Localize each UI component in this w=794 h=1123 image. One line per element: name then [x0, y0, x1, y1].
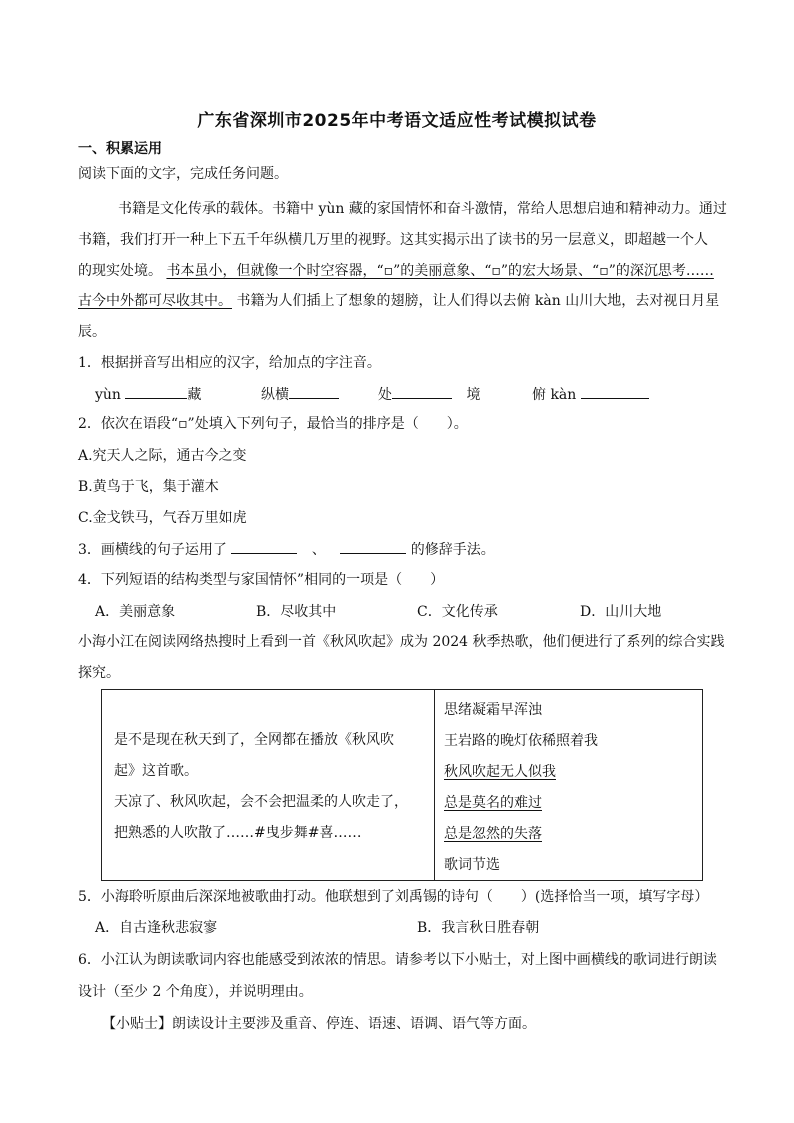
- option-a: A．美丽意象: [95, 604, 176, 620]
- answer-blank[interactable]: [231, 539, 297, 554]
- option-c: C．文化传承: [417, 604, 498, 620]
- question-1: 1．根据拼音写出相应的汉字，给加点的字注音。: [78, 355, 381, 371]
- lyric-line-underlined: 总是忽然的失落: [444, 826, 542, 842]
- pinyin-label: yùn: [95, 387, 121, 403]
- separator: 、: [311, 542, 326, 558]
- question-2: 2．依次在语段“▫”处填入下列句子，最恰当的排序是（ ）。: [78, 416, 468, 432]
- table-right-cell: [444, 695, 694, 881]
- instruction-text: 阅读下面的文字，完成任务问题。: [78, 166, 288, 182]
- comment-line: 把熟悉的人吹散了……#曳步舞#喜……: [114, 825, 362, 841]
- char-label: 境: [466, 387, 481, 403]
- passage-line-4: [78, 291, 719, 311]
- context-line-2: 探究。: [78, 665, 120, 681]
- answer-blank[interactable]: [289, 384, 339, 399]
- passage-line-2: 书籍，我们打开一种上下五千年纵横几万里的视野。这其实揭示出了读书的另一层意义，即超越一个人: [78, 232, 708, 248]
- comment-line: 天凉了、秋风吹起，会不会把温柔的人吹走了，: [114, 794, 408, 810]
- char-label: 藏: [187, 387, 202, 403]
- answer-blank[interactable]: [340, 539, 406, 554]
- option-b: B．尽收其中: [256, 604, 337, 620]
- table-left-cell: [114, 725, 426, 849]
- option-d: D．山川大地: [580, 604, 662, 620]
- comment-line: 是不是现在秋天到了，全网都在播放《秋风吹: [114, 732, 394, 748]
- passage-text: 的现实处境。: [78, 263, 162, 279]
- underlined-sentence-end: 古今中外都可尽收其中。: [78, 293, 232, 309]
- tip-text: 【小贴士】朗读设计主要涉及重音、停连、语速、语调、语气等方面。: [102, 1016, 536, 1032]
- question-text: 3．画横线的句子运用了: [78, 542, 227, 558]
- question-3: [78, 539, 495, 560]
- option-b: B．我言秋日胜春朝: [417, 920, 540, 936]
- question-5: 5．小海聆听原曲后深深地被歌曲打动。他联想到了刘禹锡的诗句（ ）(选择恰当一项，填写字母）: [78, 889, 709, 905]
- context-line-1: 小海小江在阅读网络热搜时上看到一首《秋风吹起》成为 2024 秋季热歌，他们便进行了系列的综合实践: [78, 634, 725, 650]
- pinyin-label: 俯 kàn: [532, 387, 577, 403]
- underlined-sentence: 书本虽小，但就像一个时空容器，“▫”的美丽意象、“▫”的宏大场景、“▫”的深沉思考……: [166, 263, 714, 279]
- lyric-source-label: 歌词节选: [444, 857, 500, 873]
- table-divider: [434, 690, 435, 880]
- passage-text: 书籍为人们插上了想象的翅膀，让人们得以去俯 kàn 山川大地，去对视日月星: [236, 293, 720, 309]
- passage-line-5: 辰。: [78, 324, 106, 340]
- lyric-line-underlined: 秋风吹起无人似我: [444, 764, 556, 780]
- option-a: A.究天人之际，通古今之变: [78, 448, 247, 464]
- comment-line: 起》这首歌。: [114, 763, 198, 779]
- passage-line-3: [78, 261, 714, 281]
- answer-blank[interactable]: [581, 384, 649, 399]
- passage-line-1: 书籍是文化传承的载体。书籍中 yùn 藏的家国情怀和奋斗激情，常给人思想启迪和精神动力。通过: [118, 201, 727, 217]
- question-text: 的修辞手法。: [410, 542, 495, 558]
- answer-blank[interactable]: [392, 384, 452, 399]
- lyric-line-underlined: 总是莫名的难过: [444, 795, 542, 811]
- section-heading: 一、积累运用: [78, 141, 162, 157]
- char-label: 处: [378, 387, 392, 403]
- option-a: A．自古逢秋悲寂寥: [95, 920, 218, 936]
- lyric-line: 王岩路的晚灯依稀照着我: [444, 733, 598, 749]
- char-label: 纵横: [261, 387, 289, 403]
- exam-title: 广东省深圳市2025年中考语文适应性考试模拟试卷: [197, 111, 597, 131]
- question-4: 4．下列短语的结构类型与家国情怀”相同的一项是（ ）: [78, 572, 445, 588]
- question-6-line-2: 设计（至少 2 个角度），并说明理由。: [78, 984, 313, 1000]
- question-6-line-1: 6．小江认为朗读歌词内容也能感受到浓浓的情思。请参考以下小贴士，对上图中画横线的歌词进行朗读: [78, 952, 717, 968]
- option-b: B.黄鸟于飞，集于灌木: [78, 479, 219, 495]
- song-table: [101, 689, 703, 881]
- lyric-line: 思绪凝霜早浑浊: [444, 702, 542, 718]
- option-c: C.金戈铁马，气吞万里如虎: [78, 510, 247, 526]
- answer-blank[interactable]: [125, 384, 187, 399]
